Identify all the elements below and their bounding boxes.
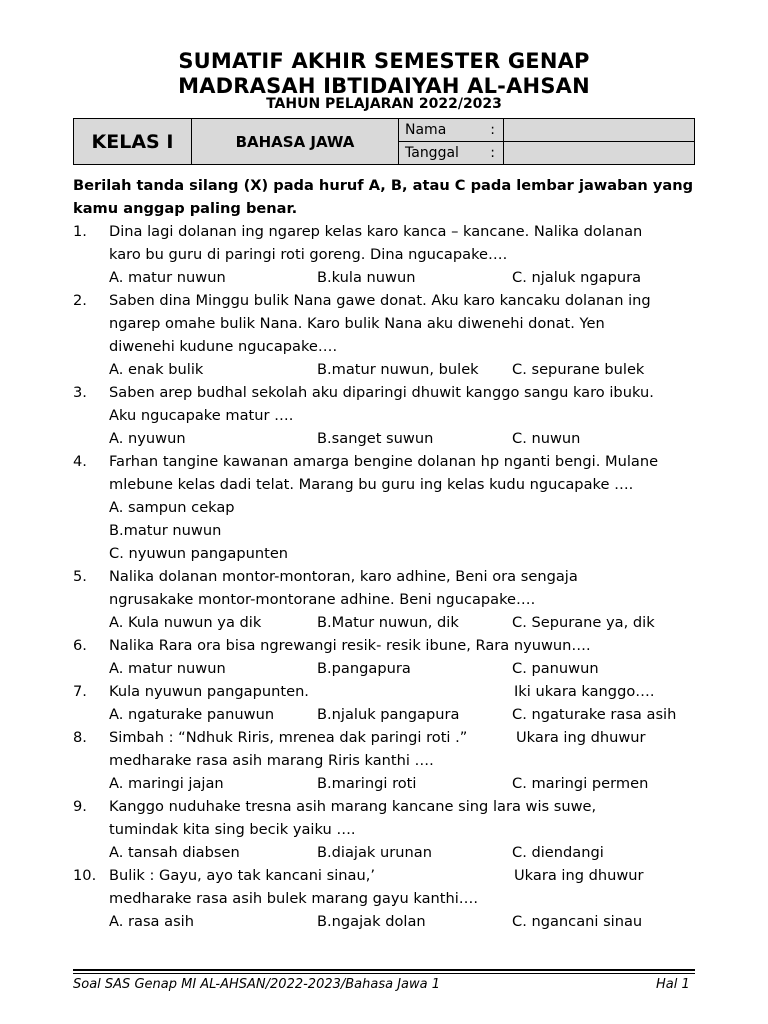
option-c: C. maringi permen — [512, 775, 649, 792]
name-label — [399, 119, 504, 142]
option-a: A. Kula nuwun ya dik — [109, 614, 262, 631]
question-number: 8. — [73, 729, 87, 746]
question-line: Simbah : “Ndhuk Riris, mrenea dak paringi roti .” — [109, 729, 468, 746]
option-b: B.njaluk pangapura — [317, 706, 460, 723]
option-a: A. sampun cekap — [109, 499, 235, 516]
option-a: A. rasa asih — [109, 913, 194, 930]
question-line: ngrusakake montor-montorane adhine. Beni ngucapake…. — [109, 591, 536, 608]
question-line: Farhan tangine kawanan amarga bengine dolanan hp nganti bengi. Mulane — [109, 453, 659, 470]
option-c: C. nuwun — [512, 430, 581, 447]
page-number: Hal 1 — [656, 977, 690, 992]
date-colon: : — [490, 145, 495, 161]
question-number: 9. — [73, 798, 87, 815]
option-a: A. nyuwun — [109, 430, 186, 447]
date-label — [399, 142, 504, 165]
option-b: B.ngajak dolan — [317, 913, 426, 930]
question-inline-note: Iki ukara kanggo…. — [514, 683, 655, 700]
option-b: B.pangapura — [317, 660, 411, 677]
question-number: 5. — [73, 568, 87, 585]
question-line: ngarep omahe bulik Nana. Karo bulik Nana aku diwenehi donat. Yen — [109, 315, 605, 332]
option-c: C. sepurane bulek — [512, 361, 645, 378]
option-b: B.matur nuwun, bulek — [317, 361, 479, 378]
subject-label: BAHASA JAWA — [192, 119, 399, 165]
question-number: 3. — [73, 384, 87, 401]
option-c: C. ngaturake rasa asih — [512, 706, 677, 723]
question-line: Nalika dolanan montor-montoran, karo adhine, Beni ora sengaja — [109, 568, 578, 585]
question-line: Kula nyuwun pangapunten. — [109, 683, 309, 700]
footer-divider — [73, 969, 695, 971]
option-b: B.diajak urunan — [317, 844, 432, 861]
option-a: A. ngaturake panuwun — [109, 706, 275, 723]
question-line: tumindak kita sing becik yaiku …. — [109, 821, 356, 838]
question-inline-note: Ukara ing dhuwur — [516, 729, 646, 746]
option-c: C. Sepurane ya, dik — [512, 614, 655, 631]
footer-divider-thin — [73, 973, 695, 974]
question-number: 2. — [73, 292, 87, 309]
question-number: 4. — [73, 453, 87, 470]
option-b: B.Matur nuwun, dik — [317, 614, 459, 631]
question-line: Kanggo nuduhake tresna asih marang kancane sing lara wis suwe, — [109, 798, 597, 815]
question-line: mlebune kelas dadi telat. Marang bu guru ing kelas kudu ngucapake …. — [109, 476, 634, 493]
option-c: C. diendangi — [512, 844, 604, 861]
question-line: Nalika Rara ora bisa ngrewangi resik- resik ibune, Rara nyuwun…. — [109, 637, 591, 654]
question-number: 10. — [73, 867, 97, 884]
option-a: A. tansah diabsen — [109, 844, 240, 861]
question-line: Saben arep budhal sekolah aku diparingi dhuwit kanggo sangu karo ibuku. — [109, 384, 654, 401]
option-c: C. panuwun — [512, 660, 599, 677]
name-label-text: Nama — [405, 122, 447, 138]
footer-document-info: Soal SAS Genap MI AL-AHSAN/2022-2023/Bahasa Jawa 1 — [73, 977, 441, 992]
question-inline-note: Ukara ing dhuwur — [514, 867, 644, 884]
school-name: MADRASAH IBTIDAIYAH AL-AHSAN — [178, 74, 590, 98]
option-c: C. njaluk ngapura — [512, 269, 642, 286]
question-line: medharake rasa asih bulek marang gayu kanthi…. — [109, 890, 479, 907]
option-a: A. enak bulik — [109, 361, 204, 378]
question-line: Bulik : Gayu, ayo tak kancani sinau,’ — [109, 867, 376, 884]
name-colon: : — [490, 122, 495, 138]
question-number: 6. — [73, 637, 87, 654]
option-c: C. nyuwun pangapunten — [109, 545, 289, 562]
option-c: C. ngancani sinau — [512, 913, 643, 930]
instruction-text: Berilah tanda silang (X) pada huruf A, B, atau C pada lembar jawaban yang kamu anggap paling benar. — [73, 177, 694, 217]
option-b: B.sanget suwun — [317, 430, 434, 447]
name-field[interactable] — [504, 119, 695, 142]
student-info-table — [73, 118, 695, 165]
date-field[interactable] — [504, 142, 695, 165]
option-a: A. matur nuwun — [109, 660, 226, 677]
question-line: medharake rasa asih marang Riris kanthi …. — [109, 752, 434, 769]
option-b: B.maringi roti — [317, 775, 417, 792]
question-line: diwenehi kudune ngucapake…. — [109, 338, 338, 355]
option-a: A. matur nuwun — [109, 269, 226, 286]
question-line: Aku ngucapake matur …. — [109, 407, 294, 424]
date-label-text: Tanggal — [405, 145, 459, 161]
academic-year: TAHUN PELAJARAN 2022/2023 — [266, 96, 502, 112]
question-number: 1. — [73, 223, 87, 240]
question-line: karo bu guru di paringi roti goreng. Dina ngucapake…. — [109, 246, 508, 263]
option-b: B.matur nuwun — [109, 522, 222, 539]
question-number: 7. — [73, 683, 87, 700]
exam-title: SUMATIF AKHIR SEMESTER GENAP — [178, 49, 590, 73]
option-a: A. maringi jajan — [109, 775, 224, 792]
option-b: B.kula nuwun — [317, 269, 416, 286]
class-label: KELAS I — [74, 119, 192, 165]
question-line: Dina lagi dolanan ing ngarep kelas karo kanca – kancane. Nalika dolanan — [109, 223, 643, 240]
question-line: Saben dina Minggu bulik Nana gawe donat. Aku karo kancaku dolanan ing — [109, 292, 651, 309]
